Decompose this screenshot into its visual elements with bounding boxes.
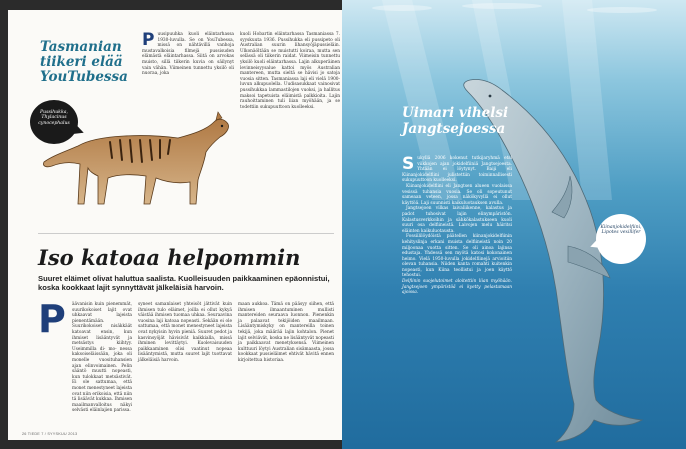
- sidebar-column-1: [142, 32, 234, 77]
- dolphin-dropcap: S: [402, 154, 415, 174]
- article-column-1: [38, 297, 132, 414]
- dolphin-paragraph-1: [402, 156, 512, 184]
- section-divider: [38, 233, 334, 234]
- article-column-1-text: äävanisin kuin pienemmät, suurikokoiset lajit ovat uhkaavat lajeista pienentämään. Suurikokoiset nisäkkäät katoavat ensin, kun ihmiset lisääntyvät ja metsästys kiihtyy. Useimmilla di- mo- nessa kaksoiseläissään, joka oli monelle vuosituhansien ajan elinvoimainen. Pelin sääntö muutti nopeasti, kun tulokkaat metsästivät. Ei ole sattumaa, että monet menestyneet lajeista ovat niin erikoisia, että niin tä lisäävät kukkaa. Ihmisen maailmanvalloitus näkyi selvästi eläinlajien parissa.: [72, 302, 132, 414]
- right-page: [342, 0, 686, 449]
- article-headline: Iso katoaa helpommin: [38, 245, 301, 270]
- dolphin-paragraph-1-text: ukyllä 2006 kokenut tutkijaryhmä etsi viikkojen ajan jokidelfiiniä Jangtsejoesta. Yhtään ei löytynyt. Baiji eli Kiinanjokidelfiini julistettiin toiminnallisesti sukupuuttoon kuolleeksi.: [402, 156, 512, 184]
- page-folio: 26 TIEDE 7 / SYYSKUU 2013: [22, 432, 78, 436]
- dolphin-paragraph-2: Kiinanjokidelfiini eli Jangtsen alueen vuolaissa vesissä tuhansia vuosia. Se oli sopeutunut sameaan veteen, jossa näkökyvyllä ei ollut käyttöä. Laji suunnisti kaikuluotauksen avulla.: [402, 183, 512, 206]
- article-dropcap: P: [38, 297, 66, 341]
- dolphin-article-text: [402, 156, 512, 296]
- dolphin-paragraph-3: Jangtsejoen vilkas laivaliikenne, kalastus ja padot tuhosivat lajin elinympäristön. Kalastusverkkoihin ja sähkökalastukseen kuoli suuri osa delfiineistä. Laivojen melu häiritsi eläinten kaikuluotausta.: [402, 206, 512, 234]
- sidebar-dropcap: P: [142, 30, 155, 50]
- sidebar-title: Tasmanian tiikeri elää YouTubessa: [40, 39, 128, 85]
- dolphin-article-title: Uimari vihelsi Jangtsejoessa: [402, 105, 509, 137]
- left-page: [8, 10, 346, 440]
- dolphin-caption-bubble: Kiinanjokidelfiini, Lipotes vexillifer: [596, 214, 646, 264]
- dolphin-caption: Delfiinin suojelutoimet aloitettiin liian myöhään. Jangtsejoen ympäristöä ei kyetty pelastamaan ajoissa.: [402, 279, 512, 296]
- article-column-3: maan aukkoa. Tämä on pääsyy siihen, että ihmisen ilmaantuminen mullisti mantereiden seuraava luonnon. Pienenkin ja palaavat tekijöiden maailmaan. Lisääntymiskyky on mantereilla toinen tekijä, joka määrää lajin kohtalon. Pienet lajit selviävät, koska ne lisääntyvät nopeasti ja paikkaavat menetyksensä. Viimeinen kulttuuri löytyi Australian sisämaasta, jossa kookkaat pussieläimet ehtivät hävitä ennen kirjoitettua historiaa.: [238, 302, 334, 363]
- thylacine-caption-bubble: Pussihukka, Thylacinus cynocephalus: [30, 100, 78, 144]
- sidebar-column-1-text: uusipuuhka kuoli eläintarhassa 1930-luvulla. Se on YouTubessa, missä on nähtävillä vanhoja mustavalkoisia filmejä pussisuden elämästä eläintarhassa. Siitä on arvokas muisto, sillä tiikerin kuvia on säilynyt vain vähän. Viimeinen tunnettu yksilö oli nuoraa, joka: [142, 32, 234, 77]
- sidebar-column-2: kuoli Hobartin eläintarhassa Tasmaniassa 7. syyskuuta 1936. Pussihukka eli pussipeto oli Australian suurin lihansyöjäpussieläin. Ulkonäöltään se muistutti koiraa, mutta sen selässä oli tiikerin raidat. Viimeisin tunnettu yksilö kuoli eläintarhassa. Lajin alkuperäinen levinneisyysalue kattoi myös Australian mantereen, mutta sieltä se hävisi jo satoja vuosia sitten. Tasmaniassa laji eli vielä 1900-luvun alkupuolella. Uudisasukkaat vainosivat pussihukkaa lammastilojen vuoksi, ja hallitus maksoi tapetuista eläimistä palkkioita. Lajin rauhoittaminen tuli liian myöhään, ja se todettiin sukupuuttoon kuolleeksi.: [240, 32, 340, 110]
- dolphin-paragraph-4: Fossiililöydöistä päätellen kiinanjokidelfiinin kehityslinja erkani muista delfiineistä noin 20 miljoonaa vuotta sitten. Se oli ainoa lajinsa edustaja. Yhdessä sen myötä katosi kokonainen heimo. Vielä 1950-luvulla jokidelfiinejä arvioitiin olevan tuhansia. Niiden kanta romahti kuitenkin nopeasti, kun Kiina teollistui ja joen käyttö tehostui.: [402, 234, 512, 279]
- article-column-2: syneet samanlaiset yhteisöt jättivät kuin ihmisen tulo eläimet, joilla ei ollut kykyä väistää ihmisen tuomaa uhkaa. Seuraavina vuosina laji katoaa nopeasti. Sekään ei ole sattumaa, että monet menestyneet lajeista ovat nykyisin hyvin pieniä. Suuret pedot ja kasvinsyöjät hävisivät kaikkialla, missä ihminen levittäytyi. Kuolevaisuuden paikkaaminen olisi vaatinut nopeaa lisääntymistä, mutta suuret lajit tuottavat jälkeläisiä harvoin.: [138, 302, 232, 363]
- article-lede: Suuret eläimet olivat haluttua saalista. Kuolleisuuden paikkaaminen epäonnistui, koska kookkaat lajit synnyttävät jälkeläisiä harvoin.: [38, 274, 330, 293]
